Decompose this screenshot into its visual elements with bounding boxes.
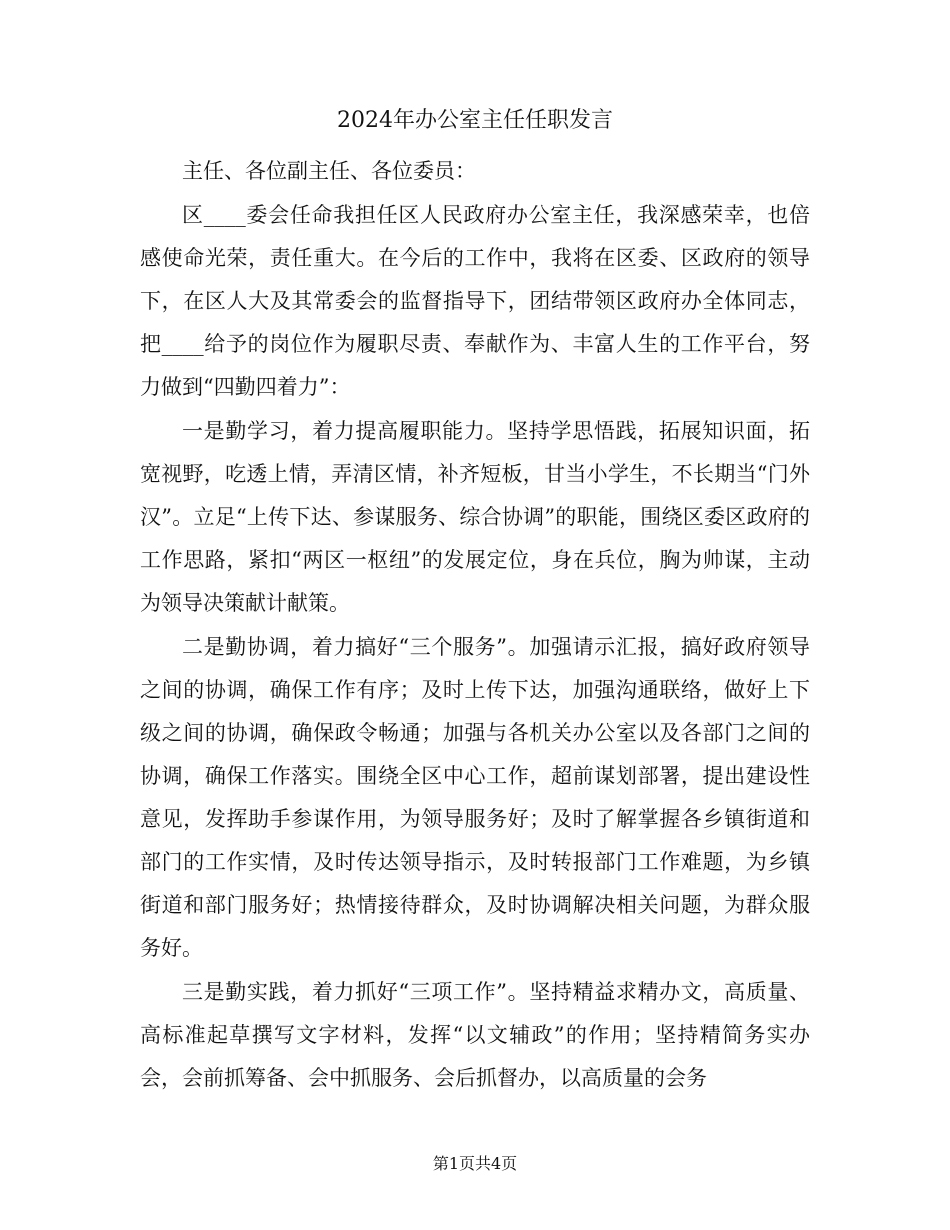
page-number-footer: 第1页共4页: [432, 1154, 518, 1173]
paragraph-3: 二是勤协调，着力搞好“三个服务”。加强请示汇报，搞好政府领导之间的协调，确保工作有序；及时上传下达，加强沟通联络，做好上下级之间的协调，确保政令畅通；加强与各机关办公室以及各部门之间的协调，确保工作落实。围绕全区中心工作，超前谋划部署，提出建设性意见，发挥助手参谋作用，为领导服务好；及时了解掌握各乡镇街道和部门的工作实情，及时传达领导指示，及时转报部门工作难题，为乡镇街道和部门服务好；热情接待群众，及时协调解决相关问题，为群众服务好。: [140, 635, 810, 960]
salutation: 主任、各位副主任、各位委员：: [182, 159, 476, 183]
paragraph-2: 一是勤学习，着力提高履职能力。坚持学思悟践，拓展知识面，拓宽视野，吃透上情，弄清区情，补齐短板，甘当小学生，不长期当“门外汉”。立足“上传下达、参谋服务、综合协调”的职能，围绕区委区政府的工作思路，紧扣“两区一枢纽”的发展定位，身在兵位，胸为帅谋，主动为领导决策献计献策。: [140, 419, 810, 615]
document-title: 2024年办公室主任任职发言: [337, 108, 613, 133]
paragraph-4: 三是勤实践，着力抓好“三项工作”。坚持精益求精办文，高质量、高标准起草撰写文字材料，发挥“以文辅政”的作用；坚持精简务实办会，会前抓筹备、会中抓服务、会后抓督办，以高质量的会务: [140, 980, 810, 1090]
paragraph-1: 区____委会任命我担任区人民政府办公室主任，我深感荣幸，也倍感使命光荣，责任重大。在今后的工作中，我将在区委、区政府的领导下，在区人大及其常委会的监督指导下，团结带领区政府办全体同志，把____给予的岗位作为履职尽责、奉献作为、丰富人生的工作平台，努力做到“四勤四着力”：: [140, 203, 810, 399]
document-body: [140, 150, 810, 1101]
